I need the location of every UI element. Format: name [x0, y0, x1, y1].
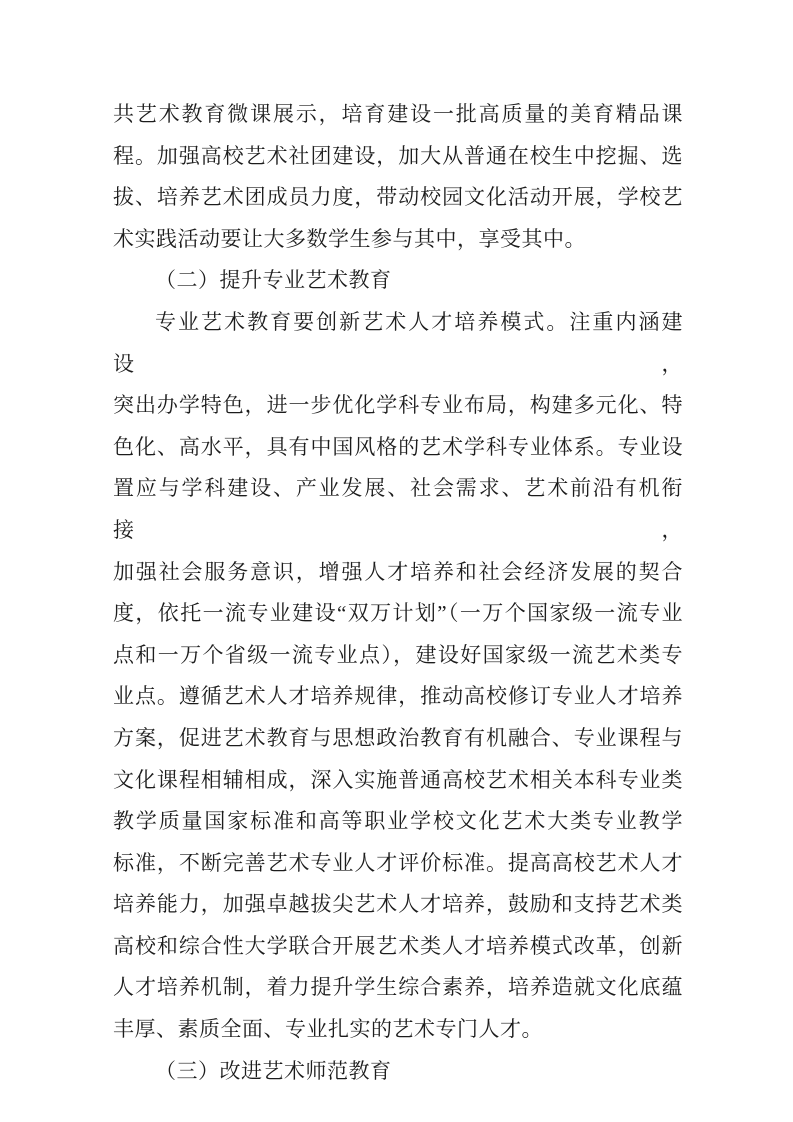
text-line: 业点。遵循艺术人才培养规律，推动高校修订专业人才培养	[113, 684, 683, 709]
text-line: 专业艺术教育要创新艺术人才培养模式。注重内涵建设，	[113, 309, 683, 376]
text-line: 方案，促进艺术教育与思想政治教育有机融合、专业课程与	[113, 725, 683, 750]
document-text-block	[113, 94, 683, 1092]
text-line: 文化课程相辅相成，深入实施普通高校艺术相关本科专业类	[113, 767, 683, 792]
paragraph-section-2	[113, 302, 683, 1051]
section-heading-3: （三）改进艺术师范教育	[155, 1058, 392, 1083]
text-line: 丰厚、素质全面、专业扎实的艺术专门人才。	[113, 1017, 543, 1042]
paragraph-continuation	[113, 94, 683, 260]
text-line: 度，依托一流专业建设“双万计划”（一万个国家级一流专业	[113, 601, 683, 626]
text-line: 人才培养机制，着力提升学生综合素养，培养造就文化底蕴	[113, 975, 683, 1000]
text-line: 突出办学特色，进一步优化学科专业布局，构建多元化、特	[113, 393, 683, 418]
text-line: 程。加强高校艺术社团建设，加大从普通在校生中挖掘、选	[113, 143, 683, 168]
text-line: 标准，不断完善艺术专业人才评价标准。提高高校艺术人才	[113, 850, 683, 875]
text-line: 置应与学科建设、产业发展、社会需求、艺术前沿有机衔接，	[113, 476, 683, 542]
text-line: 色化、高水平，具有中国风格的艺术学科专业体系。专业设	[113, 434, 683, 459]
text-line: 点和一万个省级一流专业点），建设好国家级一流艺术类专	[113, 642, 683, 667]
text-line: 术实践活动要让大多数学生参与其中，享受其中。	[113, 226, 586, 251]
text-line: 共艺术教育微课展示，培育建设一批高质量的美育精品课	[113, 102, 683, 126]
text-line: 教学质量国家标准和高等职业学校文化艺术大类专业教学	[113, 809, 683, 834]
text-line: 高校和综合性大学联合开展艺术类人才培养模式改革，创新	[113, 933, 683, 958]
text-line: 拔、培养艺术团成员力度，带动校园文化活动开展，学校艺	[113, 185, 683, 210]
section-heading-2: （二）提升专业艺术教育	[155, 268, 392, 293]
text-line: 加强社会服务意识，增强人才培养和社会经济发展的契合	[113, 559, 683, 584]
text-line: 培养能力，加强卓越拔尖艺术人才培养，鼓励和支持艺术类	[113, 892, 683, 917]
